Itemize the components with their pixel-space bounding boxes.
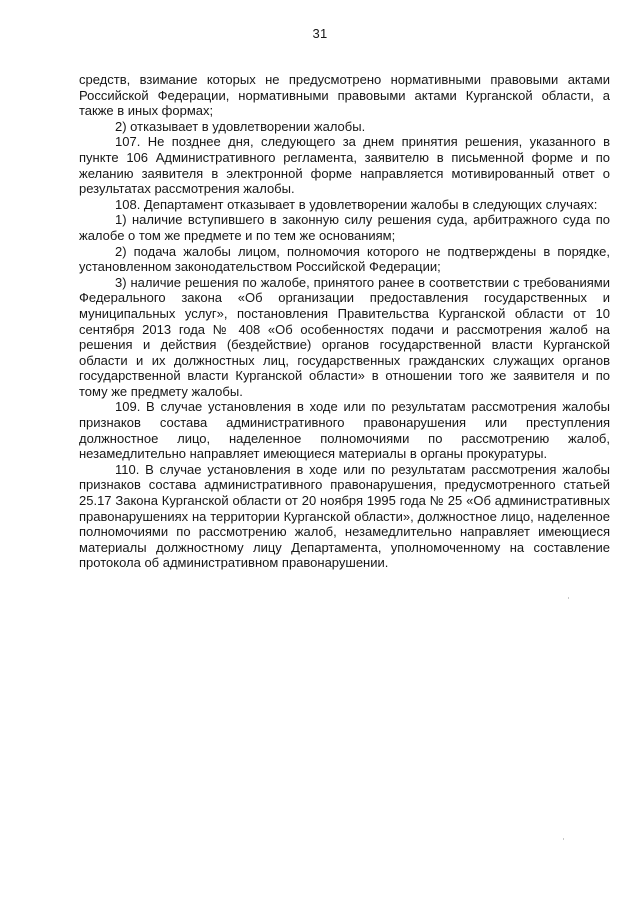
paragraph-108-item-1: 1) наличие вступившего в законную силу решения суда, арбитражного суда по жалобе о том же предмете и по тем же основаниям; (79, 212, 610, 243)
paragraph-107: 107. Не позднее дня, следующего за днем принятия решения, указанного в пункте 106 Административного регламента, заявителю в письменной форме и по желанию заявителя в электронной форме направляется мотивированный ответ о результатах рассмотрения жалобы. (79, 134, 610, 197)
paragraph-continuation: средств, взимание которых не предусмотрено нормативными правовыми актами Российской Федерации, нормативными правовыми актами Курганской области, а также в иных формах; (79, 72, 610, 119)
paragraph-110: 110. В случае установления в ходе или по результатам рассмотрения жалобы признаков состава административного правонарушения, предусмотренного статьей 25.17 Закона Курганской области от 20 ноября 1995 года № 25 «Об административных правонарушениях на территории Курганской области», должностное лицо, наделенное полномочиями по рассмотрению жалоб, незамедлительно направляет имеющиеся материалы должностному лицу Департамента, уполномоченному на составление протокола об административном правонарушении. (79, 461, 610, 571)
scan-speck (563, 838, 564, 840)
page-number: 31 (312, 26, 328, 41)
paragraph-108-item-3: 3) наличие решения по жалобе, принятого ранее в соответствии с требованиями Федерального закона «Об организации предоставления государственных и муниципальных услуг», постановления Правительства Курганской области от 10 сентября 2013 года № 408 «Об особенностях подачи и рассмотрения жалоб на решения и действия (бездействие) органов государственной власти Курганской области и их должностных лиц, государственных гражданских служащих органов государственной власти Курганской области» в отношении того же заявителя и по тому же предмету жалобы. (79, 274, 610, 399)
document-body (79, 72, 610, 571)
paragraph-108-item-2: 2) подача жалобы лицом, полномочия которого не подтверждены в порядке, установленном законодательством Российской Федерации; (79, 243, 610, 275)
paragraph-108: 108. Департамент отказывает в удовлетворении жалобы в следующих случаях: (115, 196, 598, 212)
paragraph-109: 109. В случае установления в ходе или по результатам рассмотрения жалобы признаков состава административного правонарушения или преступления должностное лицо, наделенное полномочиями по рассмотрению жалоб, незамедлительно направляет имеющиеся материалы в органы прокуратуры. (79, 399, 610, 462)
paragraph-item-2-refuse: 2) отказывает в удовлетворении жалобы. (115, 118, 366, 134)
scan-speck (568, 597, 569, 599)
